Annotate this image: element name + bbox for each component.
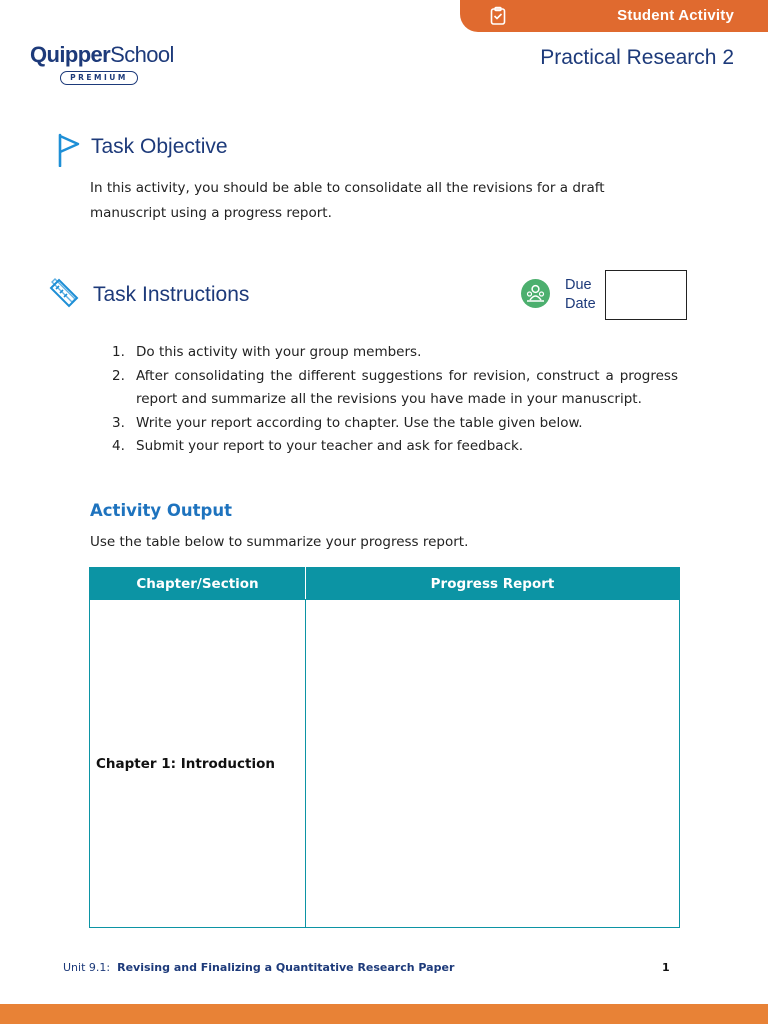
activity-output-intro: Use the table below to summarize your progress report. xyxy=(90,534,469,550)
list-item: 4. Submit your report to your teacher and ask for feedback. xyxy=(112,438,524,454)
activity-output-heading: Activity Output xyxy=(90,501,232,520)
footer-unit xyxy=(63,961,454,974)
progress-report-cell[interactable] xyxy=(306,600,680,928)
quipper-school-logo xyxy=(30,42,180,85)
due-date-label: Due Date xyxy=(565,277,596,312)
instruction-list xyxy=(112,341,678,459)
task-objective-heading: Task Objective xyxy=(91,135,228,158)
column-header-chapter: Chapter/Section xyxy=(90,568,306,600)
banner-label: Student Activity xyxy=(617,7,734,24)
list-item: 3. Write your report according to chapter. Use the table given below. xyxy=(112,414,583,431)
list-item: 2. After consolidating the different suggestions for revision, construct a progress report and summarize all the revisions you have made in your manuscript. xyxy=(112,367,678,407)
pencil-ruler-icon xyxy=(47,276,81,310)
list-item: 1. Do this activity with your group members. xyxy=(112,344,422,360)
group-members-icon xyxy=(521,279,550,308)
table-row xyxy=(90,600,680,928)
footer-unit-number: Unit 9.1: xyxy=(63,961,111,974)
student-activity-banner xyxy=(460,0,768,32)
column-header-progress: Progress Report xyxy=(306,568,680,600)
task-objective-text: In this activity, you should be able to consolidate all the revisions for a draft manuscript using a progress report. xyxy=(90,180,605,221)
bottom-bar xyxy=(0,1004,768,1024)
clipboard-check-icon xyxy=(488,6,508,26)
logo-brand-light: School xyxy=(110,42,174,67)
due-date-box[interactable] xyxy=(605,270,687,320)
chapter-cell: Chapter 1: Introduction xyxy=(90,600,306,928)
logo-tier-badge: PREMIUM xyxy=(60,71,138,85)
logo-brand-bold: Quipper xyxy=(30,42,111,67)
progress-report-table xyxy=(89,567,680,928)
flag-icon xyxy=(56,133,82,167)
page-number: 1 xyxy=(662,961,670,974)
subject-title: Practical Research 2 xyxy=(540,46,734,69)
footer-unit-title: Revising and Finalizing a Quantitative Research Paper xyxy=(117,961,455,974)
table-header-row xyxy=(90,568,680,600)
task-instructions-heading: Task Instructions xyxy=(93,283,250,306)
